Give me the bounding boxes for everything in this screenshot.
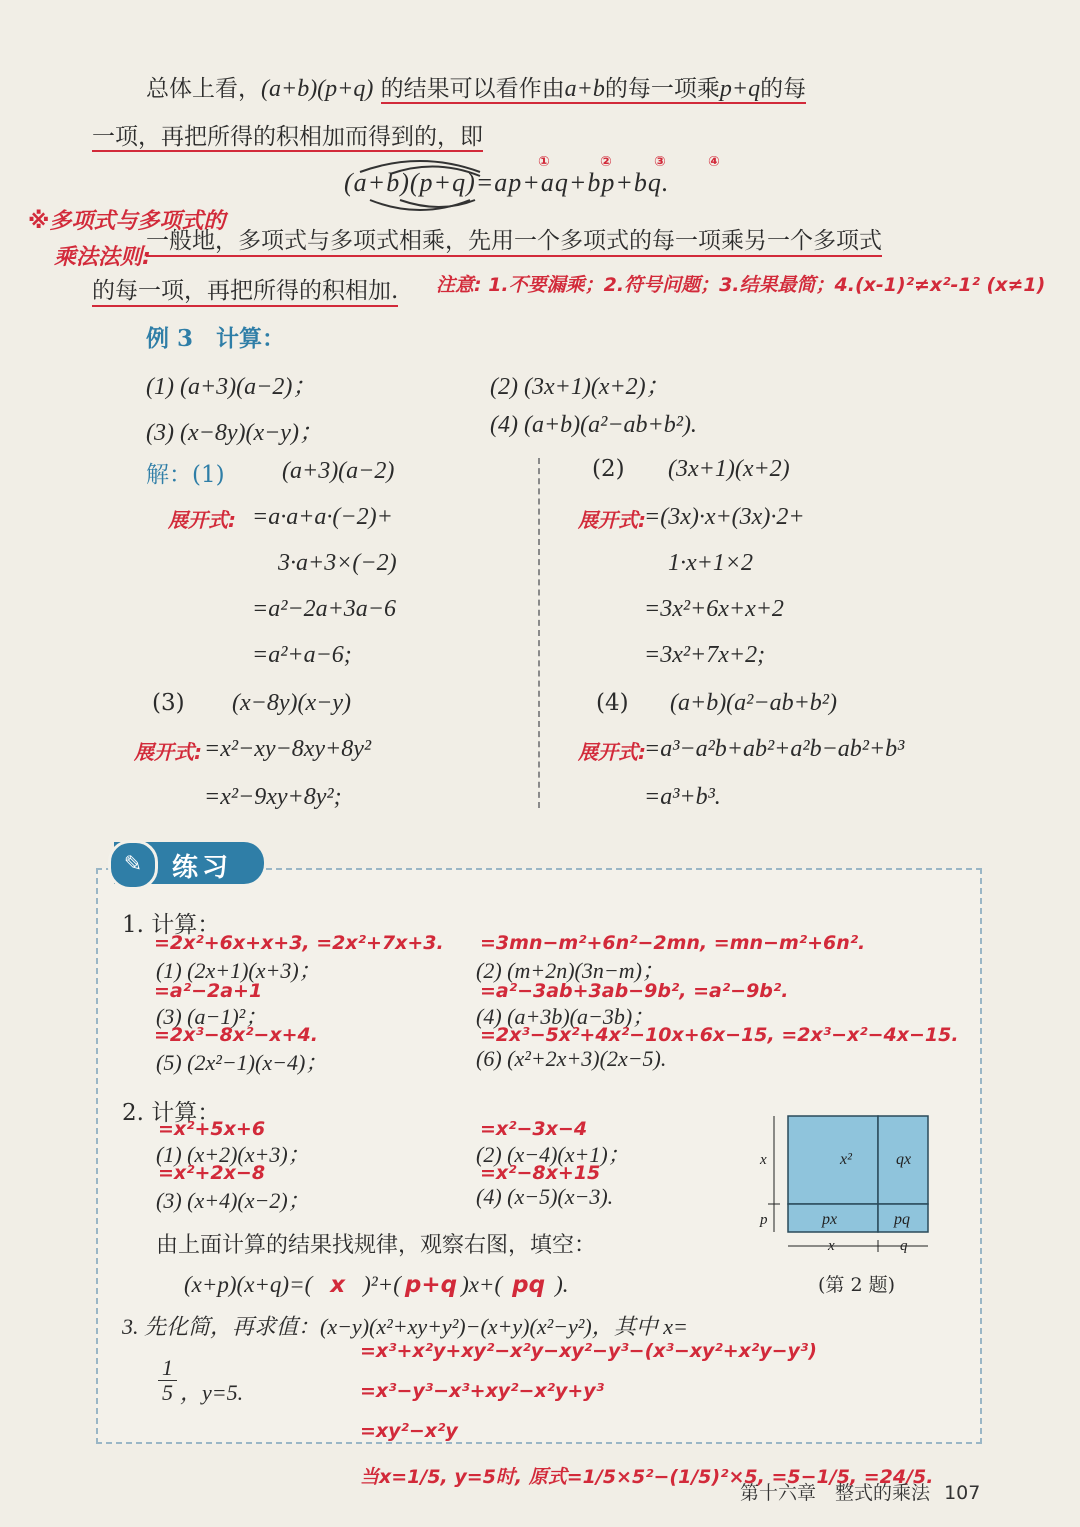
solution-1-line-3: =a²−2a+3a−6 bbox=[252, 596, 396, 622]
rule-line-1: 一般地，多项式与多项式相乘，先用一个多项式的每一项乘另一个多项式 bbox=[146, 222, 882, 257]
q2-hw-2: =x²−3x−4 bbox=[480, 1118, 588, 1140]
q2-fill-g: ). bbox=[555, 1272, 569, 1297]
practice-tab-label: 练习 bbox=[172, 853, 233, 883]
solution-2-line-0: (3x+1)(x+2) bbox=[668, 456, 790, 482]
diagram-bottom-q: q bbox=[900, 1238, 908, 1254]
q2-answer-pq: pq bbox=[512, 1272, 546, 1298]
solution-1-line-4: =a²+a−6; bbox=[252, 642, 352, 668]
solution-3-line-2: =x²−9xy+8y²; bbox=[204, 784, 342, 810]
intro-line-2 bbox=[92, 118, 483, 151]
solution-3-line-0: (x−8y)(x−y) bbox=[232, 690, 351, 716]
solution-1-line-2: 3·a+3×(−2) bbox=[278, 550, 397, 576]
q1-hw-2: =3mn−m²+6n²−2mn, =mn−m²+6n². bbox=[480, 932, 866, 954]
q2-hw-1: =x²+5x+6 bbox=[158, 1118, 266, 1140]
q3-line-2: ，y=5. bbox=[180, 1380, 244, 1405]
pencil-icon: ✎ bbox=[108, 840, 158, 890]
solution-divider bbox=[538, 458, 540, 808]
q1-hw-6: =2x³−5x²+4x²−10x+6x−15, =2x³−x²−4x−15. bbox=[480, 1024, 959, 1046]
rule-note-line-2: 乘法法则: bbox=[54, 245, 151, 270]
solution-2-line-4: =3x²+7x+2; bbox=[644, 642, 766, 668]
formula-arrows bbox=[350, 150, 490, 220]
q2-fill-e: )x+( bbox=[461, 1272, 503, 1297]
diagram-label-px: px bbox=[822, 1211, 838, 1228]
q2-fill-a: (x+p)(x+q)=( bbox=[184, 1272, 313, 1297]
solution-4-line-1: =a³−a²b+ab²+a²b−ab²+b³ bbox=[644, 736, 905, 762]
page-footer bbox=[740, 1478, 980, 1505]
q2-item-3: (3) (x+4)(x−2)； bbox=[156, 1188, 310, 1213]
expand-label-2: 展开式: bbox=[578, 508, 646, 532]
q1-item-2: (2) (m+2n)(3n−m)； bbox=[476, 958, 664, 983]
solution-2-line-3: =3x²+6x+x+2 bbox=[644, 596, 784, 622]
q1-item-3: (3) (a−1)²； bbox=[156, 1004, 268, 1029]
diagram-bottom-x: x bbox=[828, 1238, 835, 1254]
diagram-label-qx: qx bbox=[896, 1151, 912, 1168]
q2-fill-line bbox=[184, 1272, 568, 1298]
intro-expr-ab-pq: (a+b)(p+q) bbox=[261, 76, 374, 102]
q2-hw-4: =x²−8x+15 bbox=[480, 1162, 601, 1184]
q1-hw-1: =2x²+6x+x+3, =2x²+7x+3. bbox=[154, 932, 444, 954]
q1-hw-5: =2x³−8x²−x+4. bbox=[154, 1024, 318, 1046]
expand-label-3: 展开式: bbox=[134, 740, 202, 764]
q1-hw-4: =a²−3ab+3ab−9b², =a²−9b². bbox=[480, 980, 789, 1002]
intro-line-1 bbox=[146, 70, 806, 103]
q3-hw-4: 当x=1/5, y=5时, 原式=1/5×5²−(1/5)²×5, =5−1/5, =24/5. bbox=[360, 1466, 934, 1488]
rule-note-line-1: ※多项式与多项式的 bbox=[28, 209, 226, 234]
solution-1-line-1: =a·a+a·(−2)+ bbox=[252, 504, 393, 530]
example-problem-3: (3) (x−8y)(x−y)； bbox=[146, 420, 323, 446]
diagram-label-x2: x² bbox=[840, 1151, 852, 1168]
example-problem-4: (4) (a+b)(a²−ab+b²). bbox=[490, 412, 697, 438]
solution-4-line-2: =a³+b³. bbox=[644, 784, 721, 810]
q2-item-2: (2) (x−4)(x+1)； bbox=[476, 1142, 630, 1167]
q1-item-1: (1) (2x+1)(x+3)； bbox=[156, 958, 321, 983]
q3-hw-1: =x³+x²y+xy²−x²y−xy²−y³−(x³−xy²+x²y−y³) bbox=[360, 1340, 817, 1362]
solution-2-line-1: =(3x)·x+(3x)·2+ bbox=[644, 504, 805, 530]
solution-3-line-1: =x²−xy−8xy+8y² bbox=[204, 736, 372, 762]
q1-item-6: (6) (x²+2x+3)(2x−5). bbox=[476, 1046, 667, 1071]
formula-mark-3: ③ bbox=[654, 154, 666, 170]
diagram-side-p: p bbox=[760, 1212, 768, 1228]
example-title: 例 3 计算： bbox=[146, 325, 286, 352]
q3-line-1: 3. 先化简，再求值：(x−y)(x²+xy+y²)−(x+y)(x²−y²)，其中 x= bbox=[122, 1314, 688, 1339]
expand-label-1: 展开式: bbox=[168, 508, 236, 532]
formula-mark-2: ② bbox=[600, 154, 612, 170]
solution-label: 解：(1) bbox=[146, 462, 225, 488]
area-diagram bbox=[758, 1112, 938, 1292]
q2-item-1: (1) (x+2)(x+3)； bbox=[156, 1142, 310, 1167]
solution-2-line-2: 1·x+1×2 bbox=[668, 550, 754, 576]
intro-text-g: 的每 bbox=[760, 76, 807, 102]
diagram-x2-cell bbox=[788, 1116, 878, 1204]
q2-pattern-text: 由上面计算的结果找规律，观察右图，填空： bbox=[156, 1233, 597, 1258]
q2-title: 2. 计算： bbox=[122, 1100, 221, 1126]
q1-title: 1. 计算： bbox=[122, 912, 221, 938]
q2-item-4: (4) (x−5)(x−3). bbox=[476, 1184, 614, 1209]
q3-frac-den: 5 bbox=[162, 1380, 173, 1405]
q2-hw-3: =x²+2x−8 bbox=[158, 1162, 266, 1184]
rule-handnote: 注意: 1.不要漏乘；2.符号问题；3.结果最简；4.(x-1)²≠x²-1² (x≠1) bbox=[436, 274, 1046, 296]
example-problem-2: (2) (3x+1)(x+2)； bbox=[490, 374, 670, 400]
intro-line-2-text: 一项，再把所得的积相加而得到的，即 bbox=[92, 124, 483, 150]
q1-item-5: (5) (2x²−1)(x−4)； bbox=[156, 1050, 328, 1075]
solution-3-label: (3) bbox=[152, 690, 185, 716]
q3-fraction bbox=[158, 1356, 177, 1405]
formula-mark-4: ④ bbox=[708, 154, 720, 170]
q3-frac-num: 1 bbox=[158, 1356, 177, 1381]
formula-mark-1: ① bbox=[538, 154, 550, 170]
diagram-caption: (第 2 题) bbox=[818, 1274, 895, 1296]
diagram-label-pq: pq bbox=[894, 1211, 910, 1228]
q2-answer-p-plus-q: p+q bbox=[404, 1272, 458, 1298]
intro-text-e: 的每一项乘 bbox=[604, 76, 720, 102]
expand-label-4: 展开式: bbox=[578, 740, 646, 764]
solution-2-label: (2) bbox=[592, 456, 625, 482]
q1-item-4: (4) (a+3b)(a−3b)； bbox=[476, 1004, 655, 1029]
intro-text-c: 的结果可以看作由 bbox=[380, 76, 565, 102]
q2-fill-c: )²+( bbox=[363, 1272, 401, 1297]
intro-formula: (a+b)(p+q)=ap+aq+bp+bq. bbox=[344, 168, 670, 197]
example-problem-1: (1) (a+3)(a−2)； bbox=[146, 374, 317, 400]
q3-hw-2: =x³−y³−x³+xy²−x²y+y³ bbox=[360, 1380, 605, 1402]
intro-expr-a-b: a+b bbox=[564, 76, 605, 102]
rule-line-2: 的每一项，再把所得的积相加. bbox=[92, 272, 398, 307]
solution-1-line-0: (a+3)(a−2) bbox=[282, 458, 395, 484]
footer-chapter: 第十六章 整式的乘法 bbox=[740, 1482, 931, 1504]
intro-text-a: 总体上看， bbox=[146, 76, 261, 102]
q3-hw-3: =xy²−x²y bbox=[360, 1420, 458, 1442]
q2-answer-x: x bbox=[330, 1272, 346, 1298]
practice-tab bbox=[114, 842, 264, 884]
solution-4-line-0: (a+b)(a²−ab+b²) bbox=[670, 690, 837, 716]
solution-4-label: (4) bbox=[596, 690, 629, 716]
diagram-side-x: x bbox=[760, 1152, 767, 1168]
q1-hw-3: =a²−2a+1 bbox=[154, 980, 263, 1002]
intro-expr-p-q: p+q bbox=[719, 76, 761, 102]
footer-page-number: 107 bbox=[944, 1482, 981, 1504]
